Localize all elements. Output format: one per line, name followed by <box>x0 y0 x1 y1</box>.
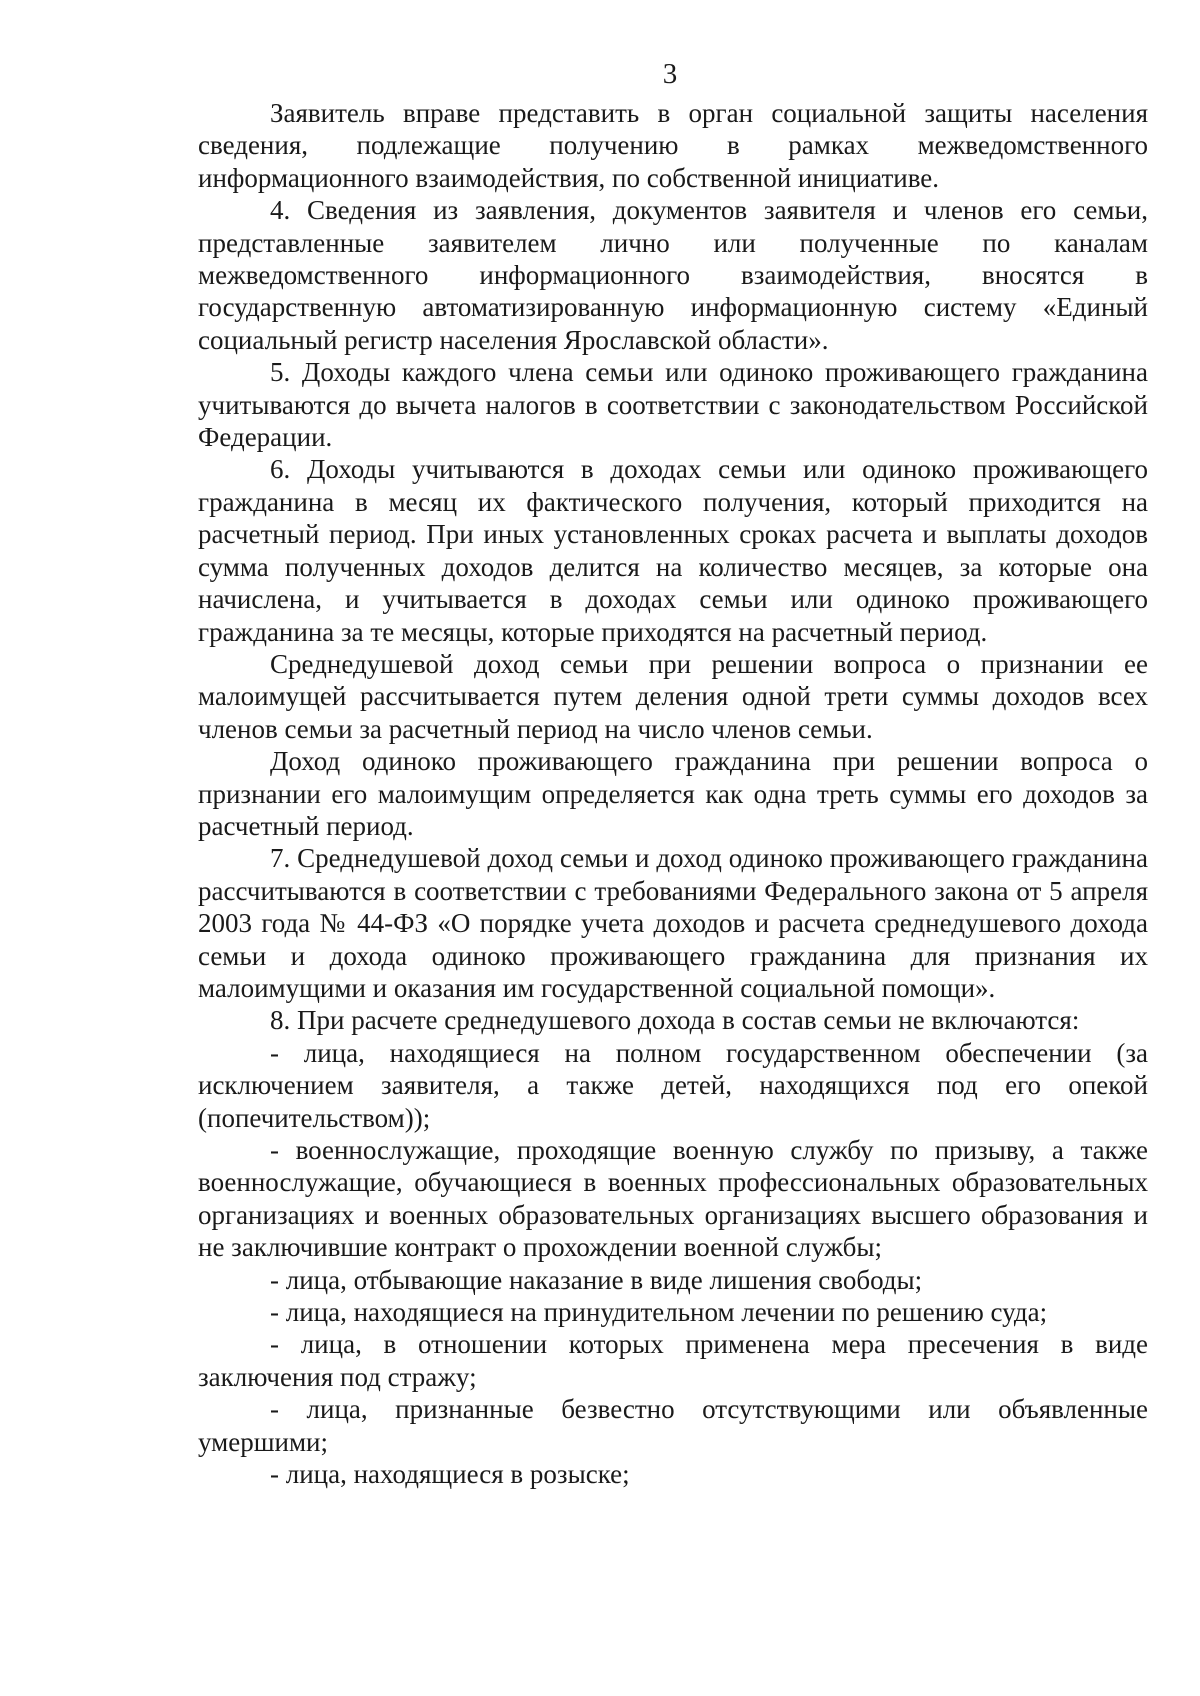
paragraph-8-exclusions-intro: 8. При расчете среднедушевого дохода в состав семьи не включаются: <box>270 1005 1080 1036</box>
list-item-detention: - лица, в отношении которых применена мера пресечения в виде заключения под стражу; <box>198 1329 1148 1392</box>
list-item-imprisoned: - лица, отбывающие наказание в виде лишения свободы; <box>270 1264 923 1295</box>
paragraph-applicant-right: Заявитель вправе представить в орган социальной защиты населения сведения, подлежащие получению в рамках межведомственного информационного взаимодействия, по собственной инициативе. <box>198 98 1148 193</box>
paragraph-4-data-entry: 4. Сведения из заявления, документов заявителя и членов его семьи, представленные заявителем лично или полученные по каналам межведомственного информационного взаимодействия, вносятся в государственную автоматизированную информационную систему «Единый социальный регистр населения Ярославской области». <box>198 195 1148 355</box>
paragraph-7-federal-law: 7. Среднедушевой доход семьи и доход одиноко проживающего гражданина рассчитываются в соответствии с требованиями Федерального закона от 5 апреля 2003 года № 44-ФЗ «О порядке учета доходов и расчета среднедушевого дохода семьи и дохода одиноко проживающего гражданина для признания их малоимущими и оказания им государственной социальной помощи». <box>198 843 1148 1003</box>
list-item-military: - военнослужащие, проходящие военную службу по призыву, а также военнослужащие, обучающиеся в военных профессиональных образовательных организациях и военных образовательных организациях высшего образования и не заключившие контракт о прохождении военной службы; <box>198 1135 1148 1263</box>
paragraph-5-income-before-tax: 5. Доходы каждого члена семьи или одиноко проживающего гражданина учитываются до вычета налогов в соответствии с законодательством Российской Федерации. <box>198 357 1148 453</box>
list-item-missing-or-deceased: - лица, признанные безвестно отсутствующими или объявленные умершими; <box>198 1394 1148 1457</box>
paragraph-single-citizen-income: Доход одиноко проживающего гражданина при решении вопроса о признании его малоимущим определяется как одна треть суммы его доходов за расчетный период. <box>198 746 1148 841</box>
paragraph-6-income-accounting: 6. Доходы учитываются в доходах семьи или одиноко проживающего гражданина в месяц их фактического получения, который приходится на расчетный период. При иных установленных сроках расчета и выплаты доходов сумма полученных доходов делится на количество месяцев, за которые она начислена, и учитывается в доходах семьи или одиноко проживающего гражданина за те месяцы, которые приходятся на расчетный период. <box>198 454 1148 647</box>
list-item-wanted: - лица, находящиеся в розыске; <box>270 1459 630 1490</box>
list-item-compulsory-treatment: - лица, находящиеся на принудительном лечении по решению суда; <box>270 1297 1048 1328</box>
document-body <box>198 97 1148 1490</box>
page-number: 3 <box>662 58 678 90</box>
list-item-state-support: - лица, находящиеся на полном государственном обеспечении (за исключением заявителя, а также детей, находящихся под его опекой (попечительством)); <box>198 1037 1148 1133</box>
paragraph-average-family-income: Среднедушевой доход семьи при решении вопроса о признании ее малоимущей рассчитывается путем деления одной трети суммы доходов всех членов семьи за расчетный период на число членов семьи. <box>198 648 1148 744</box>
